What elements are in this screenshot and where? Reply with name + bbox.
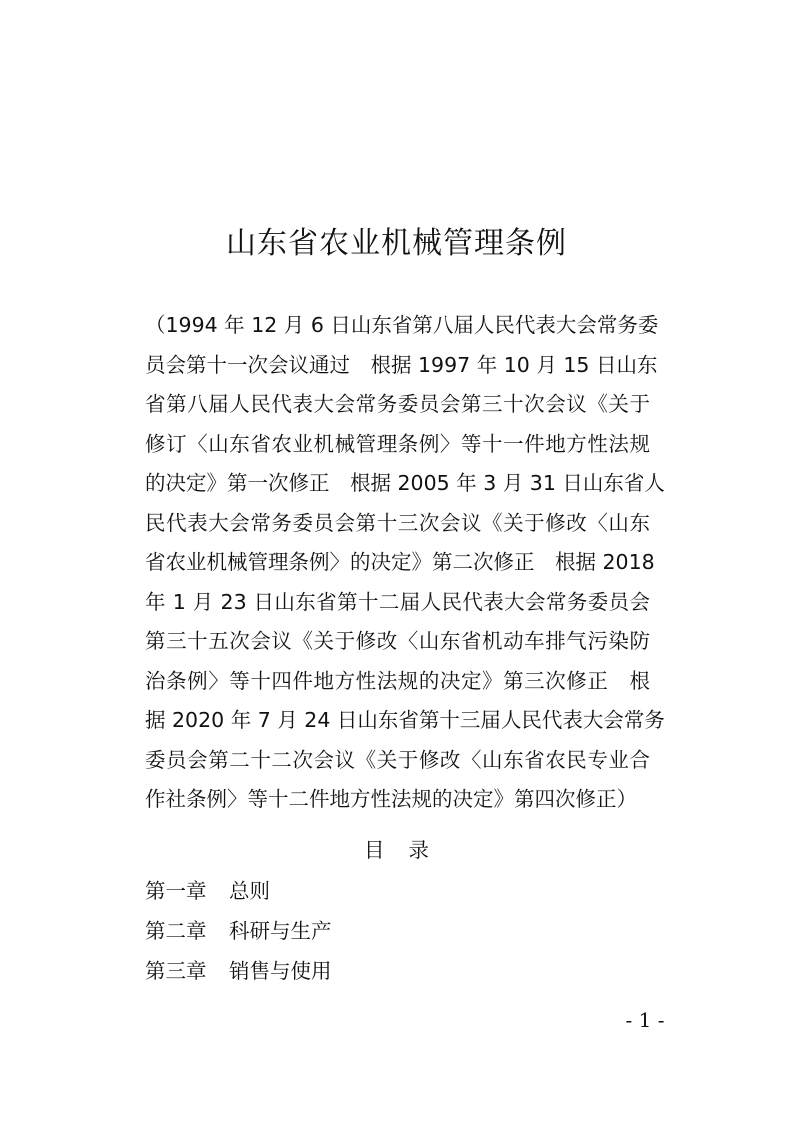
- toc-chapter-number: 第二章: [145, 919, 207, 943]
- history-line: 省农业机械管理条例〉的决定》第二次修正 根据 2018: [145, 550, 655, 574]
- history-line: 治条例〉等十四件地方性法规的决定》第三次修正 根: [145, 668, 650, 693]
- toc-chapter-name: 科研与生产: [229, 919, 332, 943]
- toc-chapter-number: 第三章: [145, 959, 207, 983]
- toc-chapter-number: 第一章: [145, 879, 207, 903]
- history-line: 据 2020 年 7 月 24 日山东省第十三届人民代表大会常务: [145, 708, 665, 732]
- history-line: 民代表大会常务委员会第十三次会议《关于修改〈山东: [145, 510, 650, 535]
- history-line: 作社条例〉等十二件地方性法规的决定》第四次修正）: [145, 787, 637, 811]
- toc-chapter-name: 销售与使用: [229, 959, 332, 983]
- table-of-contents: [145, 871, 650, 991]
- history-line: 的决定》第一次修正 根据 2005 年 3 月 31 日山东省人: [145, 471, 665, 495]
- history-line: 第三十五次会议《关于修改〈山东省机动车排气污染防: [145, 629, 650, 653]
- history-line: 省第八届人民代表大会常务委员会第三十次会议《关于: [145, 392, 650, 416]
- history-line: 委员会第二十二次会议《关于修改〈山东省农民专业合: [145, 747, 650, 772]
- history-line: （1994 年 12 月 6 日山东省第八届人民代表大会常务委: [145, 313, 659, 337]
- history-line: 年 1 月 23 日山东省第十二届人民代表大会常务委员会: [145, 589, 650, 614]
- history-line: 员会第十一次会议通过 根据 1997 年 10 月 15 日山东: [145, 352, 658, 377]
- toc-item: [145, 871, 650, 911]
- document-title: 山东省农业机械管理条例: [226, 226, 567, 261]
- toc-heading: 目录: [364, 838, 453, 862]
- toc-item: [145, 951, 650, 991]
- legislative-history: [145, 306, 665, 820]
- page-number: - 1 -: [625, 1008, 665, 1032]
- toc-chapter-name: 总则: [229, 879, 270, 903]
- history-line: 修订〈山东省农业机械管理条例〉等十一件地方性法规: [145, 431, 650, 456]
- toc-item: [145, 911, 650, 951]
